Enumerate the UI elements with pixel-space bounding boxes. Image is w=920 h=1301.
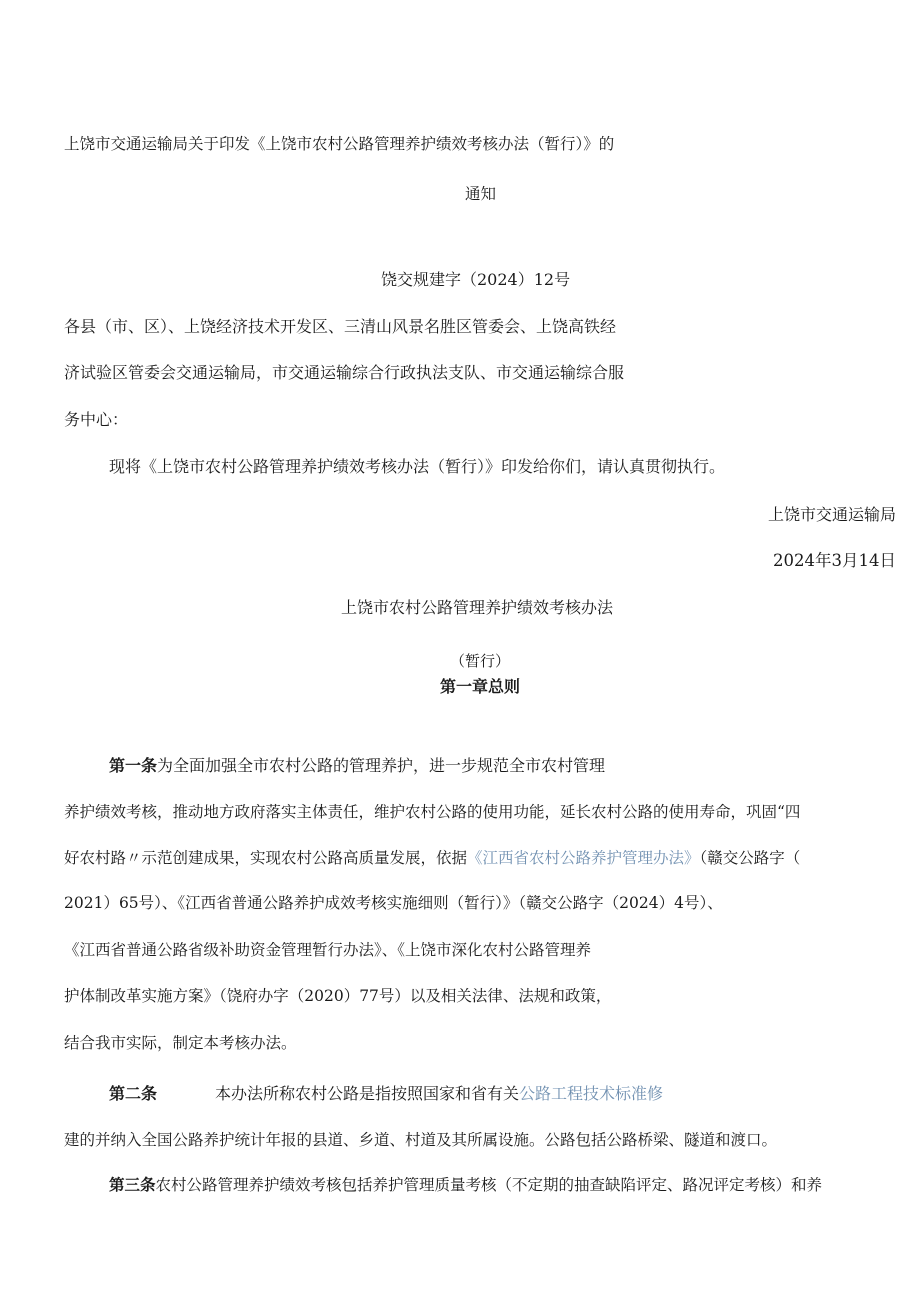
article2-label: 第二条 — [109, 1084, 158, 1103]
article1-line4: 2021）65号）、《江西省普通公路养护成效考核实施细则（暂行）》（赣交公路字（2024）4号）、 — [64, 894, 723, 912]
article1-line5: 《江西省普通公路省级补助资金管理暂行办法》、《上饶市深化农村公路管理养 — [64, 941, 592, 959]
article1-text3-post: （赣交公路字（ — [699, 849, 801, 867]
recipients-line3: 务中心： — [64, 410, 129, 429]
regulation-link[interactable]: 《江西省农村公路养护管理办法》 — [467, 849, 700, 867]
standard-link[interactable]: 公路工程技术标准修 — [519, 1084, 664, 1103]
chapter-heading: 第一章总则 — [440, 677, 521, 696]
notice-body: 现将《上饶市农村公路管理养护绩效考核办法（暂行）》印发给你们，请认真贯彻执行。 — [109, 457, 726, 476]
article1-line1 — [109, 756, 605, 776]
article2-line1 — [215, 1084, 663, 1104]
measures-title: 上饶市农村公路管理养护绩效考核办法 — [341, 598, 614, 617]
article2-line2: 建的并纳入全国公路养护统计年报的县道、乡道、村道及其所属设施。公路包括公路桥梁、隧道和渡口。 — [64, 1131, 778, 1149]
article1-line6: 护体制改革实施方案》（饶府办字（2020）77号）以及相关法律、法规和政策， — [64, 987, 612, 1005]
issue-date: 2024年3月14日 — [773, 551, 896, 570]
article1-text3-pre: 好农村路〃示范创建成果，实现农村公路高质量发展，依据 — [64, 849, 468, 867]
article2-text1-pre: 本办法所称农村公路是指按照国家和省有关 — [215, 1084, 520, 1103]
article3-text1: 农村公路管理养护绩效考核包括养护管理质量考核（不定期的抽查缺陷评定、路况评定考核）和养 — [155, 1176, 823, 1194]
notice-title-line1: 上饶市交通运输局关于印发《上饶市农村公路管理养护绩效考核办法（暂行）》的 — [64, 135, 615, 153]
measures-subtitle: （暂行） — [450, 652, 511, 670]
doc-number: 饶交规建字（2024）12号 — [381, 270, 571, 289]
issuer: 上饶市交通运输局 — [767, 505, 896, 524]
article1-line2: 养护绩效考核，推动地方政府落实主体责任，维护农村公路的使用功能，延长农村公路的使用寿命，巩固“四 — [64, 803, 801, 821]
article3-label: 第三条 — [109, 1175, 156, 1194]
notice-title-line2: 通知 — [465, 185, 497, 203]
article1-line3 — [64, 848, 800, 868]
article1-label: 第一条 — [109, 756, 158, 775]
article1-line7: 结合我市实际，制定本考核办法。 — [64, 1034, 297, 1052]
article1-text1: 为全面加强全市农村公路的管理养护，进一步规范全市农村管理 — [157, 756, 606, 775]
recipients-line1: 各县（市、区）、上饶经济技术开发区、三清山风景名胜区管委会、上饶高铁经 — [64, 317, 617, 336]
article3-line1 — [109, 1175, 822, 1195]
recipients-line2: 济试验区管委会交通运输局，市交通运输综合行政执法支队、市交通运输综合服 — [64, 363, 625, 382]
